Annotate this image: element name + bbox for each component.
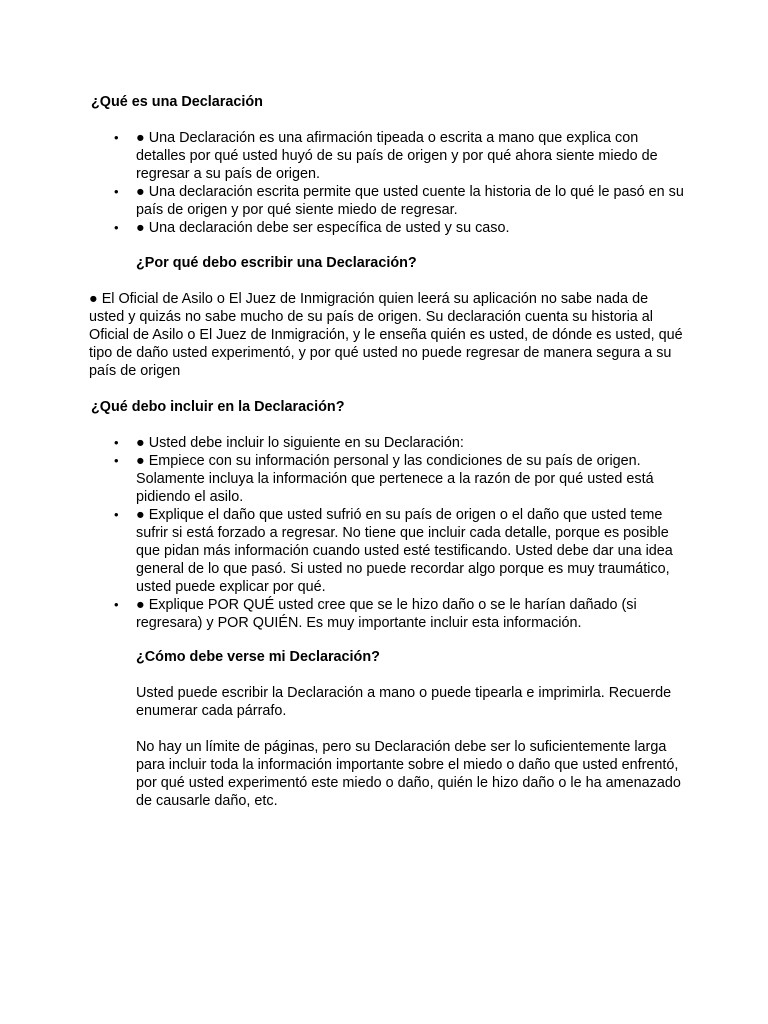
bullet-icon: •	[114, 597, 119, 612]
list-incluir	[114, 434, 684, 632]
list-item: • ● Explique POR QUÉ usted cree que se le hizo daño o se le harían dañado (si regresara) y POR QUIÉN. Es muy importante incluir esta información.	[114, 597, 637, 631]
list-item: • ● Usted debe incluir lo siguiente en su Declaración:	[114, 435, 464, 451]
list-item: • ● Explique el daño que usted sufrió en su país de origen o el daño que usted teme sufrir si está forzado a regresar. No tiene que incluir cada detalle, porque es posible que pidan más información cuando usted esté testificando. Usted debe dar una idea general de lo que pasó. Si usted no puede recordar algo porque es muy traumático, usted puede explicar por qué.	[114, 507, 673, 595]
paragraph-oficial: ● El Oficial de Asilo o El Juez de Inmigración quien leerá su aplicación no sabe nada de usted y quizás no sabe mucho de su país de origen. Su declaración cuenta su historia al Oficial de Asilo o El Juez de Inmigración, y le enseña quién es usted, de dónde es usted, qué tipo de daño usted experimentó, y por qué usted no puede regresar de manera segura a su país de origen	[89, 291, 683, 379]
heading-por-que: ¿Por qué debo escribir una Declaración?	[136, 255, 417, 271]
heading-que-incluir: ¿Qué debo incluir en la Declaración?	[91, 399, 345, 415]
bullet-icon: •	[114, 435, 119, 450]
paragraph-limite: No hay un límite de páginas, pero su Declaración debe ser lo suficientemente larga para incluir toda la información importante sobre el miedo o daño que usted enfrentó, por qué usted experimentó este miedo o daño, quién le hizo daño o le ha amenazado de causarle daño, etc.	[136, 739, 681, 809]
bullet-icon: •	[114, 184, 119, 199]
bullet-icon: •	[114, 507, 119, 522]
list-item: • ● Una declaración debe ser específica de usted y su caso.	[114, 220, 510, 236]
bullet-icon: •	[114, 453, 119, 468]
bullet-icon: •	[114, 220, 119, 235]
paragraph-escribir: Usted puede escribir la Declaración a mano o puede tipearla e imprimirla. Recuerde enumerar cada párrafo.	[136, 685, 672, 719]
list-que-es	[114, 129, 684, 237]
heading-como-verse: ¿Cómo debe verse mi Declaración?	[136, 649, 380, 665]
bullet-icon: •	[114, 130, 119, 145]
list-item: • ● Una Declaración es una afirmación tipeada o escrita a mano que explica con detalles por qué usted huyó de su país de origen y por qué ahora siente miedo de regresar a su país de origen.	[114, 130, 658, 182]
list-item: • ● Una declaración escrita permite que usted cuente la historia de lo qué le pasó en su país de origen y por qué siente miedo de regresar.	[114, 184, 684, 218]
list-item: • ● Empiece con su información personal y las condiciones de su país de origen. Solamente incluya la información que pertenece a la razón de por qué usted está pidiendo el asilo.	[114, 453, 654, 505]
heading-que-es: ¿Qué es una Declaración	[91, 94, 263, 110]
